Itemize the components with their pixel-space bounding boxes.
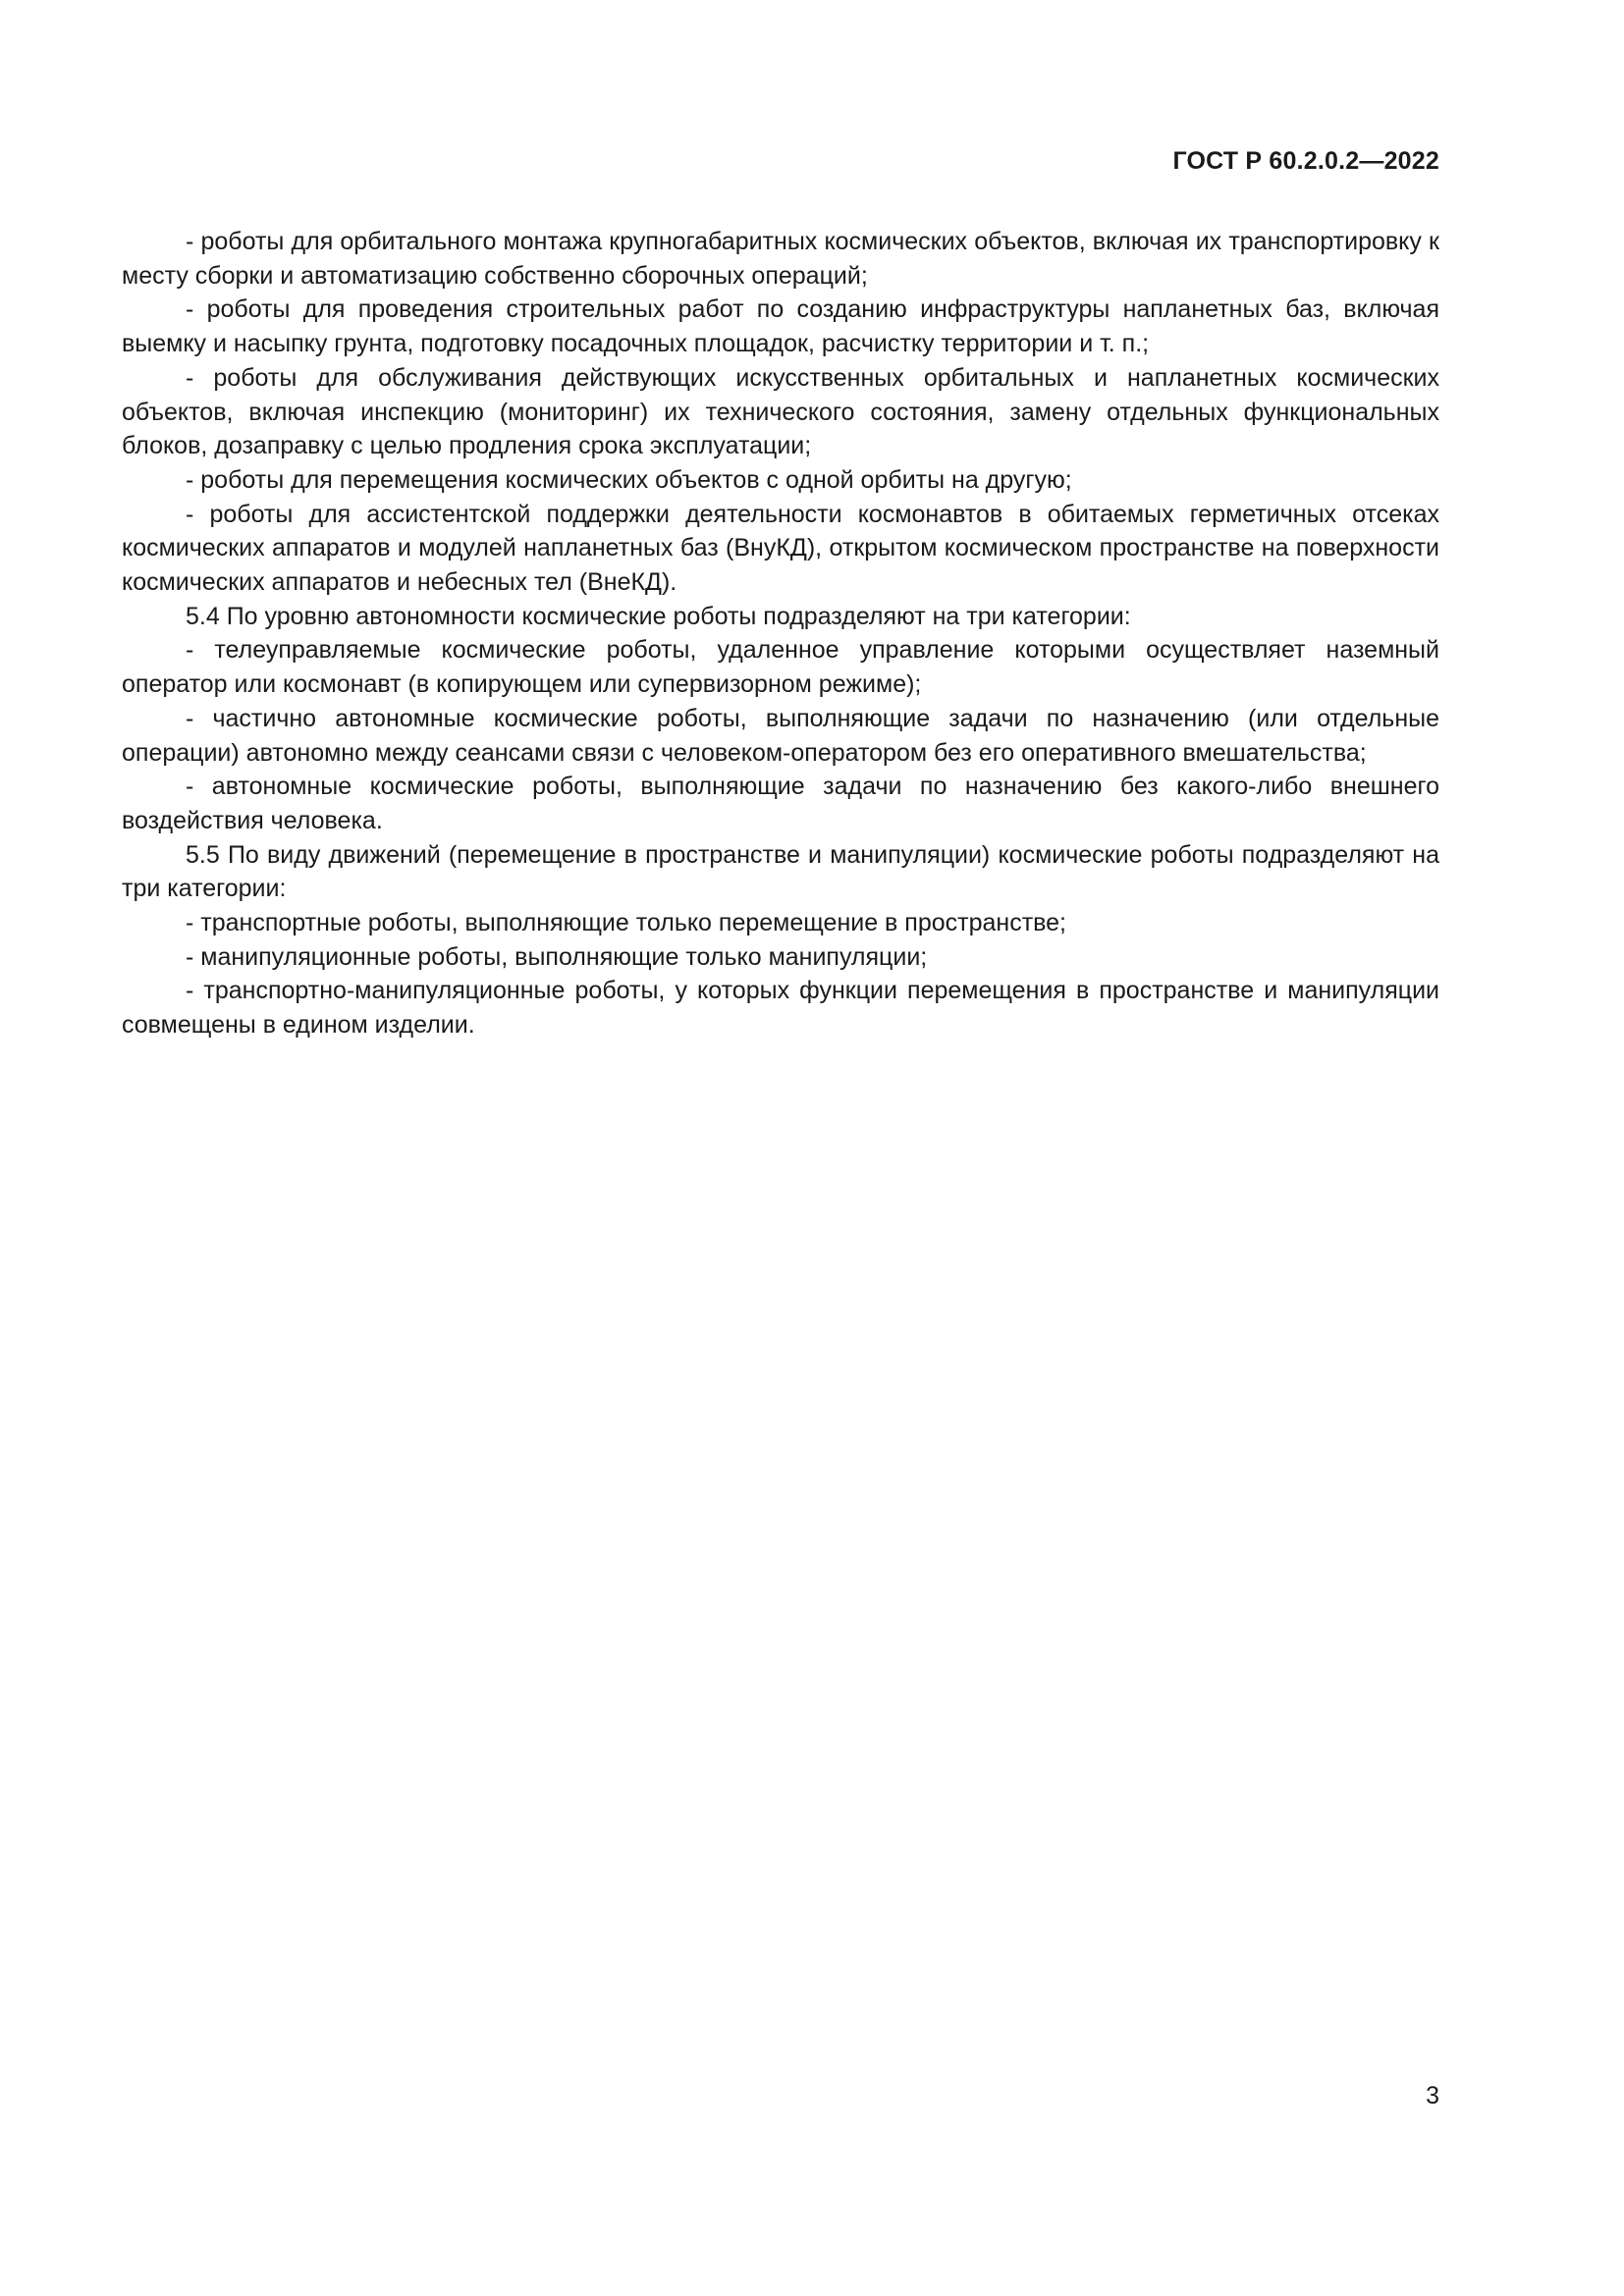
list-item-teleoperated: - телеуправляемые космические роботы, удаленное управление которыми осуществляет наземный оператор или космонавт (в копирующем или супервизорном режиме); bbox=[122, 636, 1439, 699]
list-item-servicing: - роботы для обслуживания действующих искусственных орбитальных и напланетных космических объектов, включая инспекцию (мониторинг) их технического состояния, замену отдельных функциональных блоков, дозаправку с целью продления срока эксплуатации; bbox=[122, 363, 1439, 460]
list-item-transport-manipulation: - транспортно-манипуляционные роботы, у которых функции перемещения в пространстве и манипуляции совмещены в едином изделии. bbox=[122, 977, 1439, 1040]
page-number: 3 bbox=[1426, 2082, 1439, 2109]
document-body bbox=[122, 225, 1439, 1042]
list-item-autonomous: - автономные космические роботы, выполняющие задачи по назначению без какого-либо внешнего воздействия человека. bbox=[122, 773, 1439, 834]
list-item-manipulation: - манипуляционные роботы, выполняющие только манипуляции; bbox=[186, 942, 928, 971]
standard-code-header: ГОСТ Р 60.2.0.2—2022 bbox=[1172, 147, 1439, 175]
list-item-orbit-transfer: - роботы для перемещения космических объектов с одной орбиты на другую; bbox=[186, 465, 1072, 494]
list-item-assistant: - роботы для ассистентской поддержки деятельности космонавтов в обитаемых герметичных отсеках космических аппаратов и модулей напланетных баз (ВнуКД), открытом космическом пространстве на поверхности космических аппаратов и небесных тел (ВнеКД). bbox=[122, 500, 1439, 597]
list-item-transport: - транспортные роботы, выполняющие только перемещение в пространстве; bbox=[186, 909, 1066, 937]
list-item-partially-autonomous: - частично автономные космические роботы, выполняющие задачи по назначению (или отдельные операции) автономно между сеансами связи с человеком-оператором без его оперативного вмешательства; bbox=[122, 704, 1439, 767]
clause-5-4: 5.4 По уровню автономности космические роботы подразделяют на три категории: bbox=[186, 602, 1131, 630]
list-item-orbital-assembly: - роботы для орбитального монтажа крупногабаритных космических объектов, включая их транспортировку к месту сборки и автоматизацию собственно сборочных операций; bbox=[122, 228, 1439, 290]
clause-5-5: 5.5 По виду движений (перемещение в пространстве и манипуляции) космические роботы подразделяют на три категории: bbox=[122, 840, 1439, 903]
list-item-construction: - роботы для проведения строительных работ по созданию инфраструктуры напланетных баз, включая выемку и насыпку грунта, подготовку посадочных площадок, расчистку территории и т. п.; bbox=[122, 295, 1439, 358]
